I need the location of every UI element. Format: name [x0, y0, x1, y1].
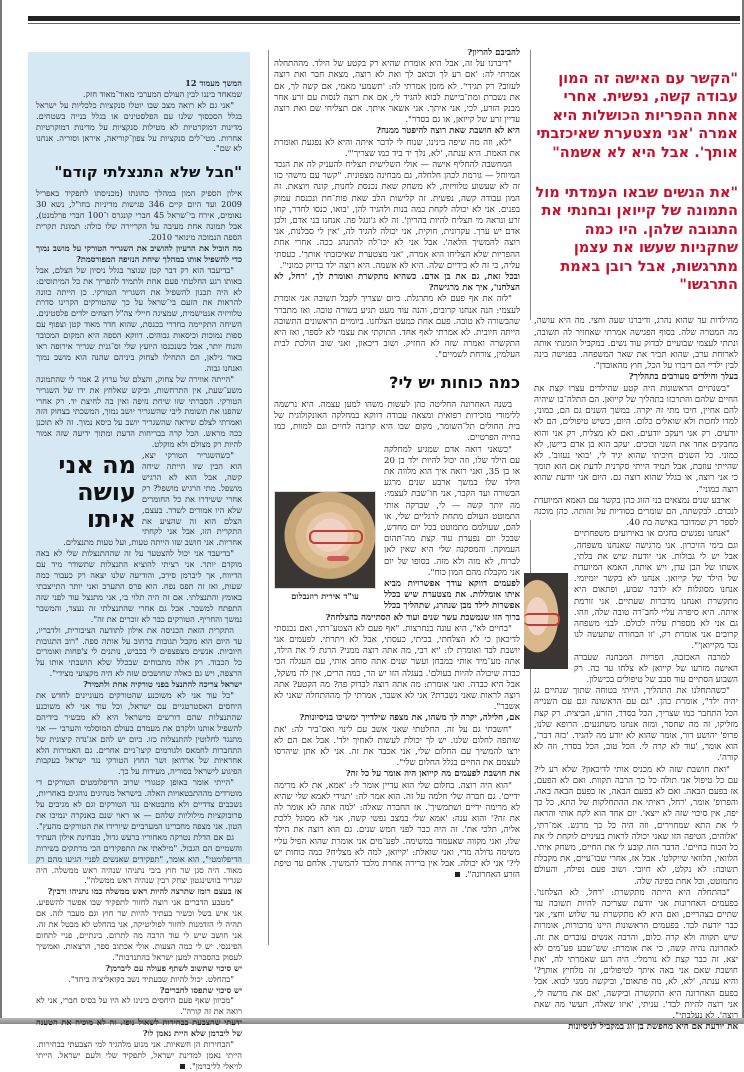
paragraph: "הייתי אומר באופן קטגורי שרוב הדיפלומטים הטורקים די מוטרדים מההתבטאויות האלה. בישראל מנהיגים נוהגים באחריות, נשכבים צדדיים ולא מתבטאים נגד הטורקים וגם לא מגיבים על פרובוקציות מילוליות שלהם — או ראוי שנם באנקרה ינמיכו את הטון. אני מצפה מחברינו המערביים שיורידו את הטורקים מהעץ". — [36, 777, 242, 831]
top-rule-thin — [28, 23, 740, 24]
interview-question: את חושבת לפעמים מה קייואן היה אומר על כל זה? — [345, 769, 520, 780]
interview-question: את יודעת אם היא מחפשת בן זוג במקביל לניסיונות — [568, 1022, 738, 1033]
paragraph — [36, 1039, 242, 1072]
lips-detail — [327, 556, 349, 561]
article-column-right — [534, 48, 738, 1033]
page-frame-left — [0, 0, 2, 1024]
interview-question: להביבם להריון? — [467, 48, 520, 58]
paragraph: למרבה האכזבה, הפריות המבחנה שעברה האישה מזרעו של קייואן לא צלחו עד כה. רק השבוע הסתיים עוד סבב של טיפולים בכישלון. — [574, 652, 738, 685]
paragraph: המחשבה להחליף אישה — אולי השלישית תצליח להעניק לה את הנכד המיוחל — גורמת לכהן חלחלה, גם מבחינה מצפונית. "קשר עם מישהי כזו זה לא שעשוע טלוויזיה, לא משחק שאת נכנסת לחנות, קונה ויוצאת. זה המון עבודה קשה, נפשית. זה קלישות הלב שאת פות־חת ונכנסת עמוק בפנים. אני לא יכולה לקחת כמה בנות ולהגיד להן, 'בואו, כנסו לחדר, קחו זרע ונראה מי תצליח להיות בהריון'. זה לא ג'ונגל פה. אנחנו בני אדם, ולכן אדם יש ערך. עקרונית, חוקית, אני יכולה להגיד לה, 'אין לי סבלנות, אני רוצה להמשיך הלאה'. אבל אני לא יכו־לה להתנהג ככה. אחרי אחת ההפריות שלא הצליחו היא אמרה, 'אני מצטערת שאיכזבתי אותך'. כעסתי עליה, כי זה לא בידיים שלה. היא לא אשמה. היא רוצה ילד בדיוק כמוני". — [274, 160, 520, 271]
paragraph: "כשהשגריר הטורקי יצא, הוא הבין שזו הייתה שיחה קשה, אבל הוא לא הרגיש מושפל. מתי הרגיש מושפל? רק אחרי ששידרו את כל החומרים שלא היו אמורים לשדר. בעצם, הצלם הוא זה שהציע את התקרית הזו, אבל אני לקחתי אחריות. אני חושב שזו הייתה טעות, ועל טעות מתנצלים. — [63, 450, 242, 548]
interview-question: לפעמים דווקא עודך אפשרויות מביא איתו אומללות. את מצטערת שיש בכלל אפשרות לילד מבן שנהרג, שתהליך בכלל ברוך הזו שנמשכת עשר שנים ועוד לא הסתיימה בהצלחה? — [325, 578, 520, 623]
paragraph: "לא, וזה מה שיפה בינינו, שנוח לי לדבר איתה והיא לא נפגעת ואומרת את האמת. היא ענתה, 'לא, נלך יד ביד כמו שצריך'". — [274, 137, 520, 159]
photo-caption: עו"ד אירית רוזנבלום — [291, 591, 359, 602]
paragraph: "דיברנו על זה, אבל היא אומרת שהיא רק בקטע של הילד. מההתחלה אמרתי לה: 'אם רע לך וכואב לך ואת לא רוצה, מצאת חבר ואת רוצה לעזוב? רק תגידי'. לא מזמן אמרתי לה: 'תשמעי מאמי, אם קשה לך, אם את נשברת ומת־ביישת לבוא להגיד לי, אם את רוצה לנסות עם זרע אחר מבנק הזרע, לכי, אני איתך. אני אשאר איתך. אם תצליחי שם ואת רוצה עדיין זרע של קייואן, או גם בסדר". — [274, 59, 520, 126]
pull-quote: "את הנשים שבאו העמדתי מול התמונה של קייואן ובחנתי את התגובה שלהן. היו כמה שחקניות שעשו את עצמן מתרגשות, אבל רובן באמת התרגשו" — [535, 185, 738, 294]
paragraph: "בהתחלה היא הייתה מתקשרת: 'רחל, לא הצלחנו'. בפעמים האחרונות אני יודעת שצריכה להיות תשובה עד שתיים בצהריים, ואם היא לא מתקשרת עד שלוש וחצי, אני כבר יודעת לבד. בפעמים הראשונות היינו מרבורות, אומרות שיש תקווה ולא קרה כלום, והרבה אנשים עוברים את זה. לאחרונה נהיה קשה, כי את אומרת: שש־שבע פע־מים לא יצא. זה כבר קצת לא נורמלי. היה רגע שאמרתי לה, 'את חושבת שאם אני באה איתך לטיפולים, זה מלחיץ אותך?' והיא ענתה, 'לא, לא, מה פתאום', וביקשה ממני לבוא. אבל בפעם האחרונה היא התקשרה וביקשה, 'אם את מרשה לי, אני רוצה להיות לבד'. עניתי, 'איזו שאלה, תעשי מה שאת רוצה'. לא נעלבתי". — [534, 887, 738, 1022]
pull-quote: "הקשר עם האישה זה המון עבודה קשה, נפשית. אחרי אחת ההפריות הכושלות היא אמרה 'אני מצטערת שאיכזבתי אותך'. אבל היא לא אשמה" — [536, 71, 738, 161]
glasses-detail — [309, 530, 363, 544]
interview-question: ידעתי שהצבעת בבחירות לשאול נופז. זה לא מוכיח את הטענה של ליברמן שלא היית נאמן לו? — [36, 1017, 242, 1039]
paragraph: אילון הספיק המון במהלך כהונתו (מכניסתו לתפקיד באפריל 2009 ועד היום קיים 346 פגישות מדיניות בחו"ל, נשא 30 נאומים, אירח בי־שראל 45 חברי קונגרס ו־100 חברי פרלמנט), אבל תמונה אחת מעיבה על הקריירה שלו כולה: תמונת תקרית הספה הנמוכה מינואר 2010. — [36, 188, 242, 242]
paragraph: "מכיוון שאף פעם היחסים בינינו לא היו על בסיס חברי, אני לא רואה את זה קורה". — [36, 995, 242, 1017]
column-divider — [268, 50, 269, 945]
end-of-article-icon — [180, 1064, 185, 1069]
glasses-detail — [524, 613, 560, 626]
paragraph: "כשאני רואה אדם שמגיע למחלקה עם הילד שלו, וזה יכול להיות ילד בן 20 או בן 35, ואני רואה איך הוא מלווה את הילד שלו במשך ארבע שנים מרגע הבשורה ועד הקבר, אני חו־שבת לעצמי: מה יותר קשה — לי, שברקה אותי התמוטט העולם מתחת לרגליים שלי, או להם, שעולמם מתמוטט בכל יום מחדש, שבכל יום נפערת עוד קצת מה־תהום העמוקה. והמסקנה שלי היא שאין לאן לברוח, לא מזה ולא מזה. בסופו של יום אני מקבלת מהם המון כוח". — [384, 444, 520, 578]
paragraph: מהילדות עד שהוא נהרג, ודיברנו שעה וחצי. מה היא עושה, מה המטרה שלה. בסוף הפגישה אמרתי שאחזיר לה תשובה, ונתתי לעצמי שבועיים לבדוק עוד נשים. במקביל הזמנתי אותה לארוחת ערב, שהוא תכיר את שאר המשפחה. בפגישה בינה לבין ילדיי הם דיברו על הכל, חוץ מהאובדן". — [534, 316, 738, 372]
interview-question: היא לא חושבת שאת רוצה להיפטר ממנה? — [376, 126, 520, 137]
paragraph-text: "הבחירות הן חשאיות. אני מנוע מלהגיד למי הצבעתי בבחירות. הייתי נאמן למדינת ישראל, לתפקיד שלי ולעם ישראל. הייתי לויאלי לליברמן". — [36, 1039, 242, 1071]
paragraph: "בדיעבד הוא רק דבר קטן שנוצר בגלל ניסיון של הצלם, אבל באותו רגע החלטתי פעם אחת ולתמיד להפריך את כל המיתוסים: לא היה תכנון להשפיל את השגריר הטורקי. כן הייתה כוונה להראות את הזעם בי־שראל על כך שהטורקים הקרינו סדרת טלוויזיה אנטישמית, שמציגה חיילי צה"ל רוצחים ילדים פלסטינים. השיחה התקיימה בחדרי בכנסת, שהוא חדר מאוד קטן וצפוף עם ספות נמוכות וכיסאות גבוהים. דווקא הספה היא המקום המכובד והנוח יותר, אבל כשנכנסו היועץ שלי וס־גנית שגריר אירופה ראו באור גילאן, הם התחילו לצחוק ביניהם שהנה הוא מושב נמוך ואנחנו גבוה. — [36, 264, 242, 373]
paragraph: "ואת חושבת שזה לא מכניס אותי לדיכאון? שלא רע לי? עם כל טיפול אני תולה כל כך הרבה תקוות. ואם לא הפעם, אז בפעם הבאה. ואם לא בפעם הבאה, אז בפעם הבאה באה. והפרופ' אומר, 'רחל, ראיתי את ההתחלקות של התא, כל כך יפה, אין סיכוי שזה לא ייצא'. יום אחד הוא לקח אותי והראה לי את התא שמחוירים, וזה היה כל כך מרגש. אמ־רתי, 'אלוהים, הטיפה הזו שאני יכולה לראות בעיניים לוקחת לי את כל הכוח בחיים'. הדבר הזה קובע לי את החיים, משחק איתי. הלוואי, הלוואי שייקלט'. אבל אז, אחרי שבו־עיים, את מקבלת תשובה: לא נקלט, לא חיובי. ושוב פעם נפילה, והעולם מתמוטט, וכל אחת בפינה שלה. — [534, 764, 738, 887]
paragraph: "אנחנו נפגשים בחגים או באירועים משפחתיים וגם בימי הזיכרון. אני מרגישה שאנחנו משפחה, אבל יש לי גבולות. אני יודעת שיש את בלתי, אשתו של הבן עדן, ויש אותה, האמא המיועדת של הילד של קייואן. אנחנו לא בקשר יומיומי. אנחנו מסוגלות לא לדבר שבוע, ופתאום היא מתקשרת ואנחנו מדברות שעתיים. אני זורמת איתה. היא סיפרה עליי לחב־רה טובה שלה, וזהו. גם אני לא מספרת עליה לכולם. לבני משפחה קרובים אני אומרת רק, 'זו הבחורה שתעשה לנו נכד מקייואן'". — [574, 529, 738, 652]
portrait-photo — [274, 491, 376, 603]
top-rule — [28, 16, 740, 21]
interview-question: בעלך והילדים מעורבים בתהליך? — [628, 372, 738, 383]
paragraph: "בשנתיים הראשונות היה קטע שהילדים עצרו קצת את החיים שלהם והתרכזו בתהליך של קייואן. הם התלה־בו שיהיה להם אחיין, חיכו מתי זה יקרה. במשך השנים גם הם, כמוני, למדו לחכות ולא שואלים כלום. היום, כשיש טיפולים, הם לא יודעים. רק אני ויעקב יודעים. ואם לא מצליח, רק אני והוא מחבקים אחד את השני ובוכים. יעקב הוא בן אדם ביישן, לא כמוני. כל השנים חיכיתי שהוא יגיד לי, 'בואי נעזוב'. לא שהייתי עוזבת, אבל תמיד הייתי סקרנית לדעת אם הוא תומך כי אני רוצה, או בגלל שהוא רוצה גם. היום אני יודעת שהוא רוצה כמוני". — [534, 383, 738, 495]
portrait-image — [524, 573, 568, 669]
interview-question: מה הוביל את הרעיון להושיב את השגריר הטורקי על מושב נמוך כדי להשפיל אותו במהלך שיחת הנזיפה המפורסמת? — [36, 242, 242, 264]
paragraph: "אני גם לא רואה מצב שבו יוטלו סנקציות כלכליות על ישראל בגלל הסכסוך שלנו עם הפלסטינים או בגלל בנייה בשטחים. מדינות דמוקרטיות לא מטילות סנקציות על מדינות דמוקרטיות אחרות. מטי־לים סנקציות על צפון־קוריאה, איראן וסוריה. אנחנו לא שם". — [36, 99, 242, 154]
portrait-image — [274, 491, 376, 589]
end-of-article-icon — [455, 872, 460, 877]
column-divider — [530, 50, 531, 320]
interview-question: ובכל זאת, גם את בן אדם. כשהיא מתקשרת ואומרת לך, 'רחל, לא הצלחנו', איך את מרגישה? — [274, 272, 520, 294]
paragraph: בשנה האחרונה החליטה כהן לעשות משהו למען עצמה. היא נרשמה ללימודי מזכירות רפואית ומצאה עבודה דווקא במחלקה האונקולוגית של בית החולים תל־השומר, מקום שבו היא קרובה לחיים וגם למוות, כמו בחייה הפרטיים. — [274, 399, 520, 444]
paragraph: ארבע שנים נמצאים בני הזוג כהן בקשר עם האמא המיועדת לנכדם. לבקשתה, הם שומרים בסודיות על זהותה. כהן מוכנה לספר רק שמדובר באישה בת 40. — [534, 495, 738, 529]
paragraph: "בחיים לא", היא עונה בנחרצות. "אף פעם לא הצטע־רתי, ואם נכנסתי לדיכאון כי לא הצלחתי, בכיתי, כעסתי, אבל לא ויתרתי. לפעמים אני יושבת לבד ואומרת לו: 'יא רבי, מה אתה רוצה ממני? הרגת לי את הילד, אתה מע־מיד אותי במבחן ועשר שנים אתה סוחב אותי, עם העגלה הכי כבדה שיכולה להיות בעולם'. בעגלה הזו יש הר, כמה הרים, אין לה משקל, אבל היא כבדה. ואני אומרת: מה אתה רוצה לבדוק פה? מה הקטע? אתה רוצה לראות שאני נשברת? אני לא אשבר, אמרתי לך מההתחלה שאני לא אשבר". — [274, 623, 520, 713]
sidebar-content — [36, 78, 242, 1072]
paragraph: "כשהתחלנו את התהליך, הייתי בטוחה שתוך שנתיים גג יהיה ילד", אומרת כהן. "גם עם הראשונה וגם עם השנייה הכל התחבר כמו שצריך, הכל בסדר, הזרע, הביצית. רק קצת מזליקו, זה מה שחסר, ומזה אנחנו משתגעים. הרופא שלנו, פרופ' יהושע דור, אומר שהוא לא יודע מה להגיד. 'כזה דבר', הוא אומר, 'עוד לא קרה לי. הכל טוב, הכל בסדר, וזה לא קורה'. — [534, 686, 738, 764]
paragraph: "חשבתי גם על זה. החלטתי שאני אשב עם לינוי ואס־ביר לה: 'את שותפה לחלום שלנו. יש לך יכולת לעשות לאחיך ילד'. אבל אם הם לא ירצו להמשיך עם החלום שלי, אני אכבד את זה. אני לא אתן שיהרסו לעצמם את החיים בגלל החלום שלי". — [274, 724, 520, 769]
interview-question: יש סיכוי שתשוב לשתף פעולה עם ליברמן? — [105, 962, 242, 973]
paragraph: התקרית הזאת הכניסה את אילון לתודעה הציבורית, ולדבריו, עד היום הוא מקבל תגובות ברחוב על אותה ספה. "רוב התגובות חיוביות. אנשים מצפצפים לי בכביש, נותנים לי צ'פחות ואומרים כל הכבוד. רק אלה מתבוחים שבכלל שלא הושבתי אותו על הרצפה, ויש גם כאלה שחושבים שזה לא היה מקצועי מצידי". — [36, 624, 242, 679]
sidebar-big-heading: מה אני עושה איתו — [58, 451, 136, 534]
paragraph: "כל עוד אני לא משוכנע שהטורקים מעוניינים לחדש את היחסים האסטרטגיים עם ישראל, וכל עוד אני לא משוכנע שהתנצלות שהם דורשים מישראל היא לא מכשיר בידיהם להשפיל אותנו ולקדם את מעמדם בעולם המוסלמי והערבי — אני מתנגד לחלוטין להתנצלות כזו. כיום יש להם אג'נדה קיצונית של התחברות לחמאס ולגורמים קיצו־ניים אחרים. גם האמירות הלא אחראיות של ארדואן ושר החוץ הטורקי נגד ישראל בעקבות הפיגוע לישראל בסוריה, מעידות על כך. — [36, 690, 242, 777]
continued-label: המשך מעמוד 12 — [185, 78, 242, 88]
paragraph-text: "הוא היה רוצה. בחלום שלי הוא עדיין אומר לי: 'אמא, את לא מרימה ידיים'. גם חברה שלי חלמה על זה. הוא אמר לה: 'תגידי לאמא שלי שהיא לא מרימה ידיים ושתמשיך'. אז החברה שאלה: 'למה אתה לא אומר לה את זה?' והוא ענה: 'אמא שלי במצב נפשי קשה, אני לא מסוגל ללכת אליה, תלכי את'. זה היה כבר לפני חמש שנים. גם הוא רוצה את הילד שלו, ואני מקווה שאעמוד במשימה. לפע־מים אני אומרת שהוא הפיל עליי משימה גדולה מדי, ואני שואלת: 'קייואן, למה לא מצליח? כמה כוחות יש לי?' אני לא יכולה. אבל אין ברירה אחרת מלבד להמשיך. אלחם עד טיפת הזרע האחרונה". — [274, 780, 520, 881]
interview-question: ישראל צריכה להתנצל בפני טורקיה אחת ולתמיד? — [83, 679, 242, 690]
paragraph: גם אם הדלת נטרקה מאחוריו ברעש גדול, מבחינת אילון העתיד והשמיים הם הגבול. "מילאתי את התפקידים הכי מרתקים בשירות הדיפלומטי", הוא אומר, "תפקידים שאנשים לפניי הגיעו מהם רק מאוד. היה סגן שר חוץ ביבי נתניהו שנהיה ראש ממשלה. היה שגריר בוושינגטון יצחק רבין שנהיה ראש ממשלה". — [36, 831, 242, 886]
paragraph: "בדיעבד אני יכול להצטער על זה שההתנצלות שלי לא באה מוקדם יותר. אני רציתי להוציא התנצלות שתשודר מיד עם הדיווח, אך ליברמן סירב, והודיעה שלנו יצאה רק כעבור כמה שעות, ואז זה תפס נפח. הוא פרס התערב ואני יותר התייצבתי באומץ והתנצלתי. אם זה היה תלוי בי, אני מתנצל עוד לפני שזה התפתח למשבר. אבל גם אחרי שהתנצלתי זה נעצר, והמשבר נמשך והחריף. הטורקים כבר לא זוכרים את זה". — [36, 548, 242, 624]
interview-question: אם, חלילה, יקרה לך משהו, את מצפה שילדייך ימשיכו בניסיונות? — [299, 713, 520, 724]
interview-question: יש סיכוי שתפסו לחברים? — [159, 984, 242, 995]
paragraph — [274, 781, 520, 882]
portrait-photo-partial — [520, 573, 568, 685]
paragraph: "הייתה אווירה של צחוק, והצלם של ערוץ 2 אמר לי שהתמונה משע־שעת, אין התרחשות, וביקש שאלחץ את ידו של השגריר הטורקי. הסברתי שזו שיחת נזיפה ואין בה לחיצת יד. רק אחרי שהפנו את תשומת ליבי שהשגריר יושב נמוך, המשכתי בצחוק הזה ואמרתי לצלם שיראה שהשגריר יושב על כיסא נמוך. זה לא תוכנן ככה מראש. הכל קרה בבריחות הדעת ומתוך ידיעה שזה אמור להיות רק מצולם ולא מוקלט. — [36, 373, 242, 450]
sidebar-heading: "חבל שלא התנצלתי קודם" — [54, 163, 242, 182]
paragraph: "בהחלט. יכול להיות שבעתיד נשב בקואליציה ביחד". — [68, 973, 234, 984]
article-column-middle — [274, 48, 520, 881]
paragraph: שמאחד ביננו לבין העולם המערבי מאוד־מאוד חזק. — [82, 88, 242, 99]
interview-question: אז בעצם רומז שתרצה להיות ראש ממשלה כמו נתניהו ורבין? — [47, 886, 242, 897]
sidebar-box — [28, 52, 250, 1071]
paragraph: "מטבע הדברים אני רוצה לחזור לתפקיד שבו אפשר להשפיע. אני איש בשל וכשיר בעתיד להיות שר חוץ וגם מעבר לזה. אם תהיה לי הזדמנות לחזור לפוליטיקה, אני בהחלט לא מבטל את זה. אני חושב שיש לי עוד הרבה מה לתרום. בינתיים, פניי לתחום הפיננסי. יש לי כמה הצעות. אולי אכתוב ספר, הרצאות. ואמשיך לעסוק בהסברה למען ישראל בהתנדבות". — [36, 897, 242, 962]
section-heading: כמה כוחות יש לי? — [389, 372, 520, 392]
paragraph: "לזה את אף פעם לא מתרגלת. ביום שצריך לקבל תשובה אני אומרת לעצמי: הנה אנחנו קרובים, והנה עוד מעט תגיע בשורה טובה. ואז מתברר שהבשורה לא טובה. פעם אחת כמעט הצלחנו. ביומיים הראשונים התשובה הייתה חיובית. לא אמרתי לאף אחד. התוקתי את עצמי לא לספר, ואז היא התקשרה ואמרה שזה לא החזיק. ושוב דיכאון, ואני שוב הולכת לבית העלמין, צורחת לשמיים". — [274, 294, 520, 361]
